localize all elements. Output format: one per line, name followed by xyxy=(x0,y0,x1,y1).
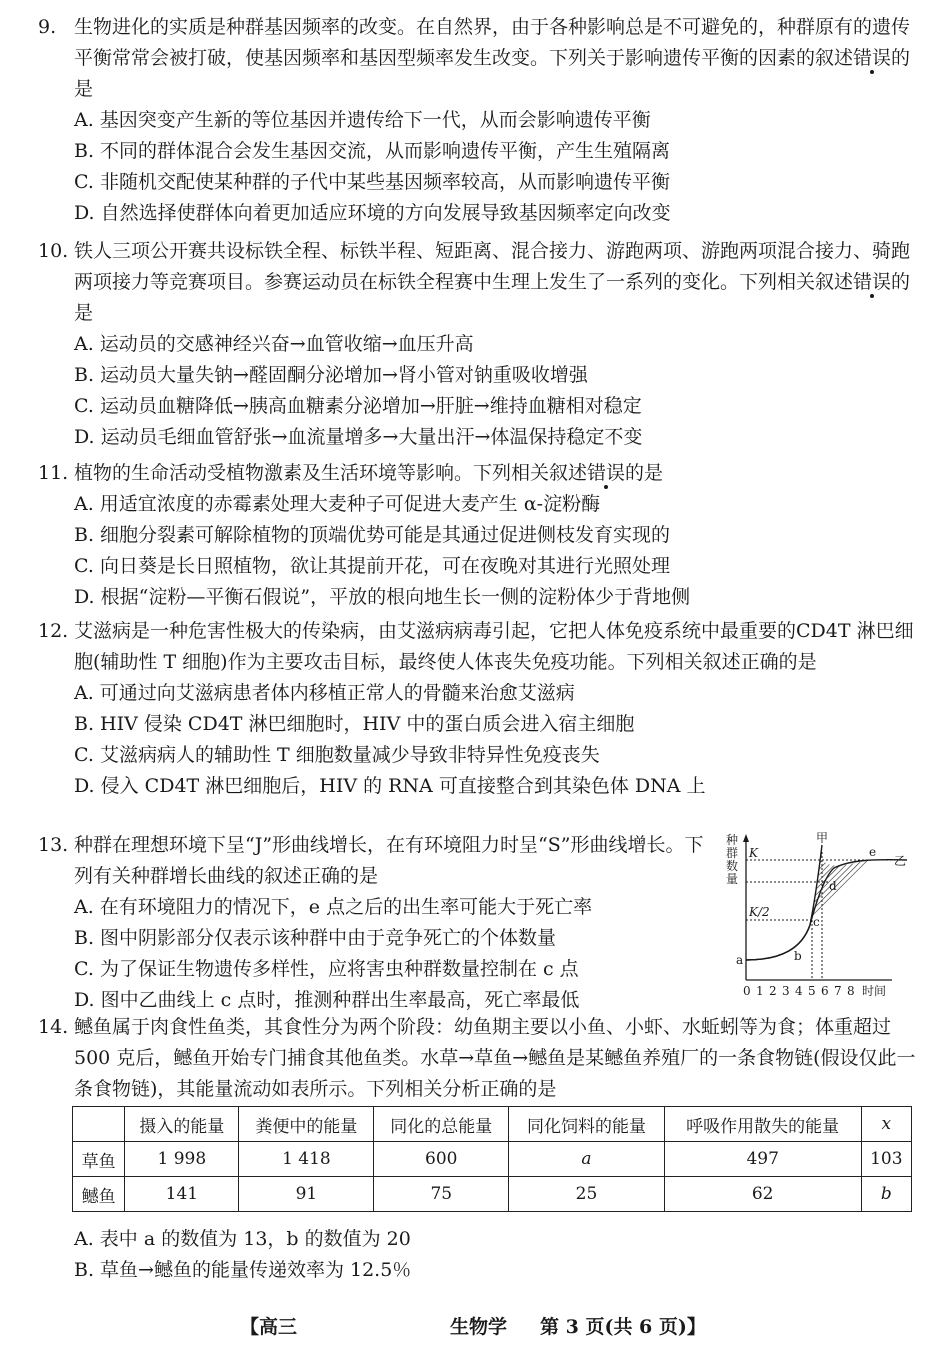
question-11-stem xyxy=(38,458,918,489)
option-d: D. 根据“淀粉—平衡石假说”，平放的根向地生长一侧的淀粉体少于背地侧 xyxy=(74,586,691,608)
point-b-label: b xyxy=(794,949,802,963)
option-c: C. 非随机交配使某种群的子代中某些基因频率较高，从而影响遗传平衡 xyxy=(74,171,670,193)
j-curve xyxy=(746,845,822,960)
x-tick-3: 3 xyxy=(782,984,790,998)
table-header-row xyxy=(73,1107,912,1142)
question-13 xyxy=(38,830,710,1016)
emphasis-text: 错误 xyxy=(853,47,892,69)
stem-text-end: 的是 xyxy=(625,462,664,484)
y-axis-arrow-icon xyxy=(743,834,749,842)
energy-flow-table xyxy=(72,1106,912,1212)
option-a: A. 表中 a 的数值为 13，b 的数值为 20 xyxy=(74,1228,411,1250)
option-b: B. 草鱼→鳡鱼的能量传递效率为 12.5％ xyxy=(74,1259,412,1281)
option-a: A. 用适宜浓度的赤霉素处理大麦种子可促进大麦产生 α-淀粉酶 xyxy=(74,493,601,515)
stem-text: 生物进化的实质是种群基因频率的改变。在自然界，由于各种影响总是不可避免的，种群原有的遗传平衡常常会被打破，使基因频率和基因型频率发生改变。下列关于影响遗传平衡的因素的叙述 xyxy=(74,16,911,69)
table-row xyxy=(73,1177,912,1212)
k-label: K xyxy=(749,846,758,860)
stem-text-end: 的是 xyxy=(74,47,911,100)
table-header: 同化饲料的能量 xyxy=(509,1107,665,1142)
question-number: 13. xyxy=(38,834,69,856)
option-b: B. 细胞分裂素可解除植物的顶端优势可能是其通过促进侧枝发育实现的 xyxy=(74,524,671,546)
question-13-stem xyxy=(38,830,710,892)
option-a: A. 在有环境阻力的情况下，e 点之后的出生率可能大于死亡率 xyxy=(74,896,593,918)
point-e-label: e xyxy=(869,845,877,859)
x-axis-label: 时间 xyxy=(862,984,887,998)
question-number: 14. xyxy=(38,1016,69,1038)
table-cell: 497 xyxy=(664,1142,861,1177)
y-label-char-2: 群 xyxy=(726,846,739,860)
table-cell: 91 xyxy=(239,1177,374,1212)
table-cell: 103 xyxy=(861,1142,911,1177)
footer-subject: 生物学 xyxy=(450,1316,508,1338)
table-header xyxy=(73,1107,125,1142)
y-axis-label xyxy=(726,833,742,886)
x-tick-6: 6 xyxy=(821,984,829,998)
table-header: 粪便中的能量 xyxy=(239,1107,374,1142)
question-14 xyxy=(38,1012,918,1105)
option-d: D. 侵入 CD4T 淋巴细胞后，HIV 的 RNA 可直接整合到其染色体 DNA 上 xyxy=(74,775,706,797)
option-b: B. 运动员大量失钠→醛固酮分泌增加→肾小管对钠重吸收增强 xyxy=(74,364,588,386)
question-12-stem xyxy=(38,616,918,678)
question-10-stem xyxy=(38,236,918,329)
curve-s-label: 乙 xyxy=(894,854,907,868)
option-a: A. 运动员的交感神经兴奋→血管收缩→血压升高 xyxy=(74,333,474,355)
question-11 xyxy=(38,458,918,613)
x-tick-7: 7 xyxy=(834,984,842,998)
emphasis-text: 错误 xyxy=(853,271,892,293)
table-header: 同化的总能量 xyxy=(374,1107,509,1142)
option-c: C. 为了保证生物遗传多样性，应将害虫种群数量控制在 c 点 xyxy=(74,958,579,980)
option-c: C. 艾滋病病人的辅助性 T 细胞数量减少导致非特异性免疫丧失 xyxy=(74,744,600,766)
x-tick-1: 1 xyxy=(756,984,764,998)
option-c: C. 运动员血糖降低→胰高血糖素分泌增加→肝脏→维持血糖相对稳定 xyxy=(74,395,642,417)
option-b: B. HIV 侵染 CD4T 淋巴细胞时，HIV 中的蛋白质会进入宿主细胞 xyxy=(74,713,635,735)
table-cell: 草鱼 xyxy=(73,1142,125,1177)
question-14-options xyxy=(38,1224,918,1286)
stem-text: 铁人三项公开赛共设标铁全程、标铁半程、短距离、混合接力、游跑两项、游跑两项混合接力、骑跑两项接力等竞赛项目。参赛运动员在标铁全程赛中生理上发生了一系列的变化。下列相关叙述 xyxy=(74,240,911,293)
y-label-char-4: 量 xyxy=(726,872,739,886)
x-tick-0: 0 xyxy=(743,984,751,998)
x-tick-8: 8 xyxy=(847,984,855,998)
curve-j-label: 甲 xyxy=(816,831,829,845)
table-cell: 62 xyxy=(664,1177,861,1212)
table-cell: 1 998 xyxy=(125,1142,239,1177)
stem-text-end: 的是 xyxy=(74,271,911,324)
y-label-char-1: 种 xyxy=(726,833,739,847)
x-tick-4: 4 xyxy=(795,984,803,998)
option-b: B. 图中阴影部分仅表示该种群中由于竞争死亡的个体数量 xyxy=(74,927,557,949)
point-c-label: c xyxy=(813,915,820,929)
question-number: 12. xyxy=(38,620,69,642)
question-number: 10. xyxy=(38,240,69,262)
option-b: B. 不同的群体混合会发生基因交流，从而影响遗传平衡，产生生殖隔离 xyxy=(74,140,671,162)
table-header: 摄入的能量 xyxy=(125,1107,239,1142)
table-cell: 600 xyxy=(374,1142,509,1177)
stem-text: 艾滋病是一种危害性极大的传染病，由艾滋病病毒引起，它把人体免疫系统中最重要的CD4T 淋巴细胞(辅助性 T 细胞)作为主要攻击目标，最终使人体丧失免疫功能。下列相关叙述正确的是 xyxy=(74,620,914,673)
table-cell: a xyxy=(509,1142,665,1177)
table-cell: 25 xyxy=(509,1177,665,1212)
table-header: x xyxy=(861,1107,911,1142)
point-a-label: a xyxy=(736,953,744,967)
table-cell: 141 xyxy=(125,1177,239,1212)
option-a: A. 基因突变产生新的等位基因并遗传给下一代，从而会影响遗传平衡 xyxy=(74,109,651,131)
question-12 xyxy=(38,616,918,802)
question-10 xyxy=(38,236,918,453)
table-header: 呼吸作用散失的能量 xyxy=(664,1107,861,1142)
question-number: 11. xyxy=(38,462,69,484)
footer-grade: 【高三 xyxy=(240,1316,298,1338)
table-row xyxy=(73,1142,912,1177)
x-tick-labels xyxy=(743,984,855,998)
table-cell: 鳡鱼 xyxy=(73,1177,125,1212)
x-tick-5: 5 xyxy=(808,984,816,998)
option-c: C. 向日葵是长日照植物，欲让其提前开花，可在夜晚对其进行光照处理 xyxy=(74,555,670,577)
question-14-stem xyxy=(38,1012,918,1105)
y-label-char-3: 数 xyxy=(726,859,739,873)
option-d: D. 运动员毛细血管舒张→血流量增多→大量出汗→体温保持稳定不变 xyxy=(74,426,643,448)
option-d: D. 自然选择使群体向着更加适应环境的方向发展导致基因频率定向改变 xyxy=(74,202,671,224)
question-9 xyxy=(38,12,918,229)
shaded-region xyxy=(812,852,872,920)
point-d-label: d xyxy=(829,879,837,893)
stem-text: 种群在理想环境下呈“J”形曲线增长，在有环境阻力时呈“S”形曲线增长。下列有关种群增长曲线的叙述正确的是 xyxy=(74,834,704,887)
question-number: 9. xyxy=(38,16,57,38)
question-9-stem xyxy=(38,12,918,105)
k-half-label: K/2 xyxy=(749,905,770,919)
stem-text: 鳡鱼属于肉食性鱼类，其食性分为两个阶段：幼鱼期主要以小鱼、小虾、水蚯蚓等为食；体重超过 500 克后，鳡鱼开始专门捕食其他鱼类。水草→草鱼→鳡鱼是某鳡鱼养殖厂的一条食物链(假设仅此一条食物链)，其能量流动如表所示。下列相关分析正确的是 xyxy=(74,1016,916,1100)
footer-page-number: 第 3 页(共 6 页)】 xyxy=(540,1316,706,1338)
option-a: A. 可通过向艾滋病患者体内移植正常人的骨髓来治愈艾滋病 xyxy=(74,682,575,704)
table-cell: 75 xyxy=(374,1177,509,1212)
population-growth-chart xyxy=(722,830,922,1000)
stem-text: 植物的生命活动受植物激素及生活环境等影响。下列相关叙述 xyxy=(74,462,588,484)
x-tick-2: 2 xyxy=(769,984,777,998)
emphasis-text: 错误 xyxy=(587,462,626,484)
table-cell: b xyxy=(861,1177,911,1212)
table-cell: 1 418 xyxy=(239,1142,374,1177)
option-d: D. 图中乙曲线上 c 点时，推测种群出生率最高，死亡率最低 xyxy=(74,989,580,1011)
